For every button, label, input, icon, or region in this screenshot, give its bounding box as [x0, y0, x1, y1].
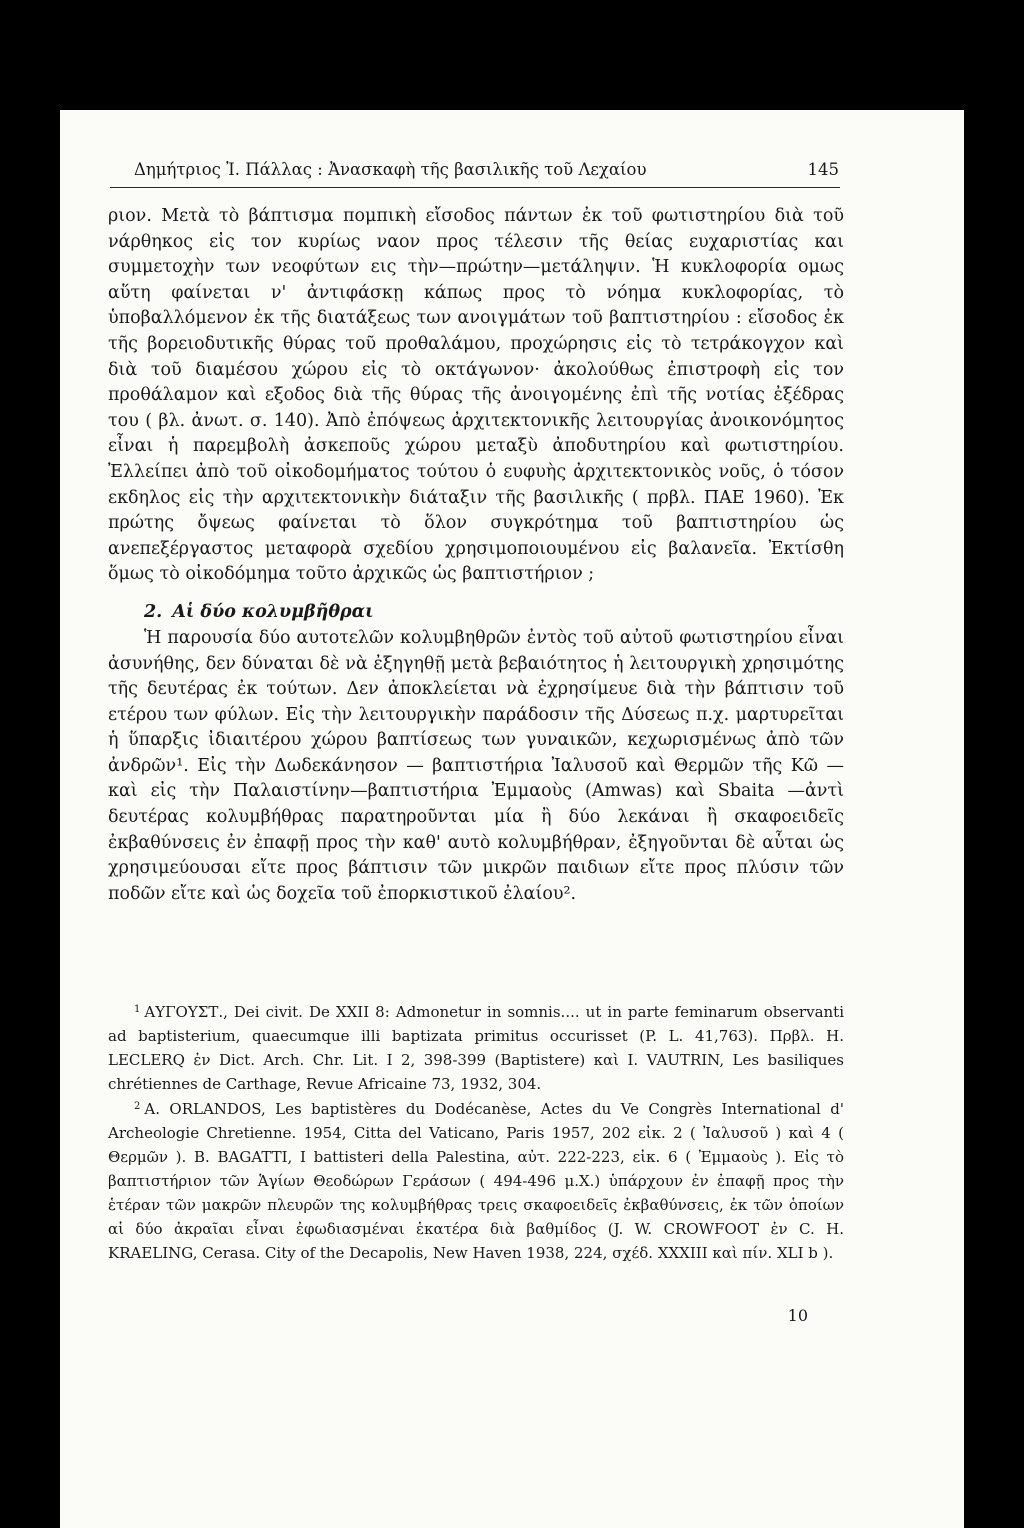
footnote-mark: 2	[134, 1101, 141, 1112]
footnotes	[108, 1000, 844, 1266]
running-header	[134, 156, 839, 184]
footnote-text: A. ORLANDOS, Les baptistères du Dodécanèse, Actes du Ve Congrès International d' Archeologie Chretienne. 1954, Citta del Vaticano, Paris 1957, 202 εἰκ. 2 ( Ἰαλυσοῦ ) καὶ 4 ( Θερμῶν ). B. BAGATTI, I battisteri della Palestina, αὐτ. 222-223, εἰκ. 6 ( Ἐμμαοὺς ). Εἰς τὸ βαπτιστήριον τῶν Ἁγίων Θεοδώρων Γεράσων ( 494-496 μ.Χ.) ὑπάρχουν ἐν ἐπαφῇ προς τὴν ἑτέραν τῶν μακρῶν πλευρῶν της κολυμβήθρας τρεις σκαφοειδεῖς ἐκβαθύνσεις, ἐκ τῶν ὁποίων αἱ δύο ἀκραῖαι εἶναι ἐφωδιασμέναι ἑκατέρα διὰ βαθμίδος (J. W. CROWFOOT ἐν C. H. KRAELING, Cerasa. City of the Decapolis, New Haven 1938, 224, σχέδ. XXXIII καὶ πίν. XLI b ).	[108, 1100, 844, 1262]
footnote-1	[108, 1000, 844, 1096]
section-number: 2.	[144, 601, 163, 622]
paragraph-continued: ριον. Μετὰ τὸ βάπτισμα πομπικὴ εἴσοδος πάντων ἐκ τοῦ φωτιστηρίου διὰ τοῦ νάρθηκος εἰς τον κυρίως ναον προς τέλεσιν τῆς θείας ευχαριστίας και συμμετοχὴν των νεοφύτων εις τὴν—πρώτην—μετάληψιν. Ἡ κυκλοφορία ομως αὕτη φαίνεται ν' ἀντιφάσκῃ κάπως προς τὸ νόημα κυκλοφορίας, τὸ ὑποβαλλόμενον ἐκ τῆς διατάξεως των ανοιγμάτων τοῦ βαπτιστηρίου : εἴσοδος ἐκ τῆς βορειοδυτικῆς θύρας τοῦ προθαλάμου, προχώρησις εἰς τὸ τετράκογχον καὶ διὰ τοῦ διαμέσου χώρου εἰς τὸ οκτάγωνον· ἀκολούθως ἐπιστροφὴ εἰς τον προθάλαμον καὶ εξοδος διὰ τῆς θύρας τῆς ἀνοιγομένης ἐπὶ τῆς νοτίας ἐξέδρας του ( βλ. ἀνωτ. σ. 140). Ἀπὸ ἐπόψεως ἀρχιτεκτονικῆς λειτουργίας ἀνοικονόμητος εἶναι ἡ παρεμβολὴ ἀσκεποῦς χώρου μεταξὺ ἀποδυτηρίου καὶ φωτιστηρίου. Ἐλλείπει ἀπὸ τοῦ οἰκοδομήματος τούτου ὁ ευφυὴς ἀρχιτεκτονικὸς νοῦς, ὁ τόσον εκδηλος εἰς τὴν αρχιτεκτονικὴν διάταξιν τῆς βασιλικῆς ( πρβλ. ΠΑΕ 1960). Ἐκ πρώτης ὄψεως φαίνεται τὸ ὅλον συγκρότημα τοῦ βαπτιστηρίου ὡς ανεπεξέργαστος μεταφορὰ σχεδίου χρησιμοποιουμένου εἰς βαλανεῖα. Ἐκτίσθη ὅμως τὸ οἰκοδόμημα τοῦτο ἀρχικῶς ὡς βαπτιστήριον ;	[108, 206, 844, 585]
page-number: 145	[807, 160, 839, 179]
footnote-text: ΑΥΓΟΥΣΤ., Dei civit. De XXII 8: Admonetur in somnis.... ut in parte feminarum observanti ad baptisterium, quaecumque illi baptizata primitus occurisset (P. L. 41,763). Πρβλ. H. LECLERQ ἐν Dict. Arch. Chr. Lit. I 2, 398-399 (Baptistere) καὶ I. VAUTRIN, Les basiliques chrétiennes de Carthage, Revue Africaine 73, 1932, 304.	[108, 1003, 844, 1093]
signature-mark: 10	[787, 1306, 808, 1325]
footnote-2	[108, 1097, 844, 1265]
header-rule	[110, 187, 840, 188]
main-text	[108, 204, 844, 907]
section-heading	[108, 598, 844, 626]
footnote-mark: 1	[134, 1004, 141, 1015]
section-paragraph: Ἡ παρουσία δύο αυτοτελῶν κολυμβηθρῶν ἐντὸς τοῦ αὐτοῦ φωτιστηρίου εἶναι ἀσυνήθης, δεν δύναται δὲ νὰ ἐξηγηθῇ μετὰ βεβαιότητος ἡ λειτουργικὴ χρησιμότης τῆς δευτέρας ἐκ τούτων. Δεν ἀποκλείεται νὰ ἐχρησίμευε διὰ τὴν βάπτισιν τοῦ ετέρου των φύλων. Εἰς τὴν λειτουργικὴν παράδοσιν τῆς Δύσεως π.χ. μαρτυρεῖται ἡ ὕπαρξις ἰδιαιτέρου χώρου βαπτίσεως των γυναικῶν, κεχωρισμένως ἀπὸ τῶν ἀνδρῶν¹. Εἰς τὴν Δωδεκάνησον — βαπτιστήρια Ἰαλυσοῦ καὶ Θερμῶν τῆς Κῶ — καὶ εἰς τὴν Παλαιστίνην—βαπτιστήρια Ἐμμαοὺς (Amwas) καὶ Sbaita —ἀντὶ δευτέρας κολυμβήθρας παρατηροῦνται μία ἢ δύο λεκάναι ἢ σκαφοειδεῖς ἐκβαθύνσεις ἐν ἐπαφῇ προς τὴν καθ' αυτὸ κολυμβήθραν, ἐξηγοῦνται δὲ αὗται ὡς χρησιμεύουσαι εἴτε προς βάπτισιν τῶν μικρῶν παιδιων εἴτε προς πλύσιν τῶν ποδῶν εἴτε καὶ ὡς δοχεῖα τοῦ ἐπορκιστικοῦ ἐλαίου².	[108, 627, 844, 904]
running-title: Δημήτριος Ἰ. Πάλλας : Ἀνασκαφὴ τῆς βασιλικῆς τοῦ Λεχαίου	[134, 160, 647, 179]
section-title: Αἱ δύο κολυμβῆθραι	[172, 601, 374, 622]
